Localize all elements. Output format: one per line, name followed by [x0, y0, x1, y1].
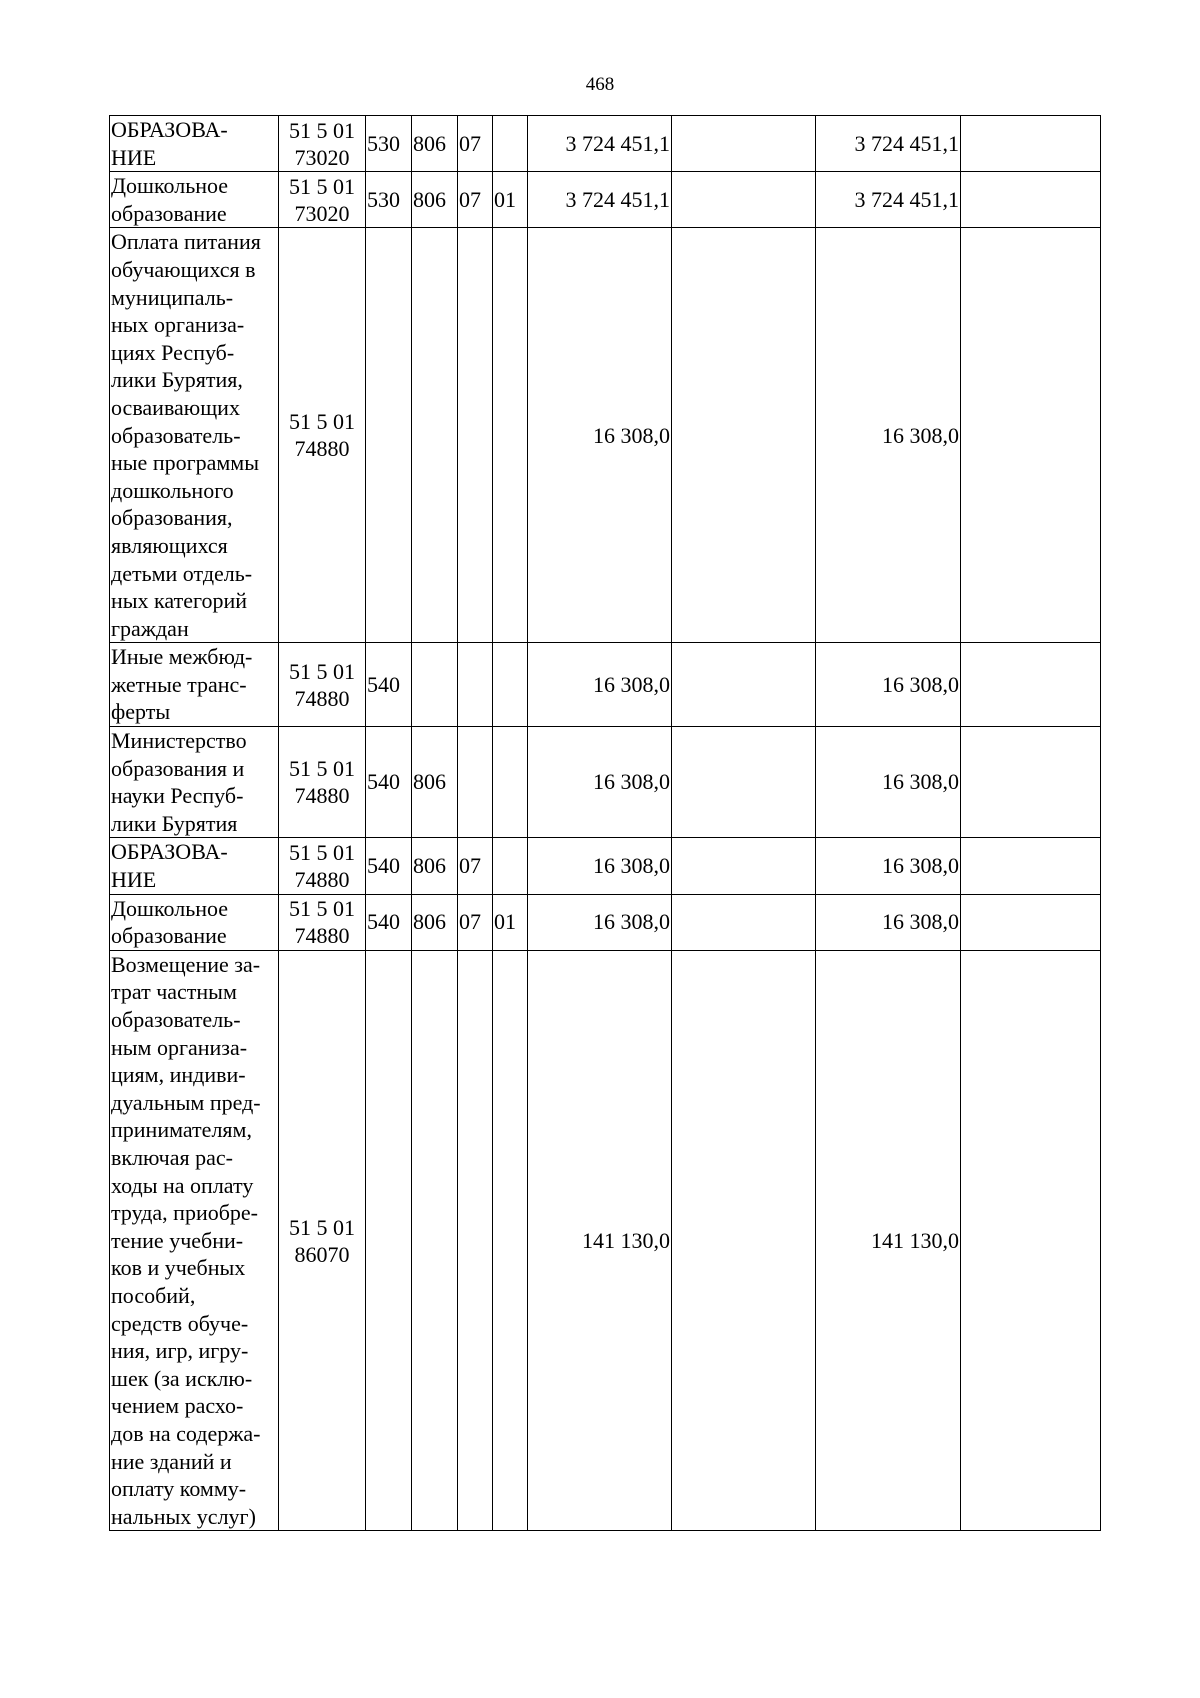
expense-type-cell: 530 — [366, 172, 412, 228]
row-name-line: ферты — [111, 699, 171, 725]
subsection-code-cell — [493, 727, 528, 838]
subsection-code-cell — [493, 643, 528, 727]
amount-cell-1: 141 130,0 — [528, 950, 672, 1530]
row-name-cell — [110, 894, 279, 950]
target-article-line: 74880 — [294, 923, 350, 949]
row-name-line: лики Бурятия — [111, 810, 238, 836]
amount-cell-3: 16 308,0 — [816, 838, 961, 894]
row-name-line: НИЕ — [111, 144, 157, 170]
row-name-cell — [110, 116, 279, 172]
target-article-cell — [279, 116, 366, 172]
row-name-line: Оплата питания — [111, 229, 261, 255]
section-code-cell — [458, 228, 493, 643]
amount-cell-1: 3 724 451,1 — [528, 172, 672, 228]
amount-cell-3: 16 308,0 — [816, 894, 961, 950]
row-name-line: Иные межбюд- — [111, 644, 253, 670]
table-row — [110, 643, 1101, 727]
row-name-line: ных категорий — [111, 588, 248, 614]
expense-type-cell: 530 — [366, 116, 412, 172]
row-name-cell — [110, 172, 279, 228]
table-row — [110, 838, 1101, 894]
table-row — [110, 228, 1101, 643]
amount-cell-1: 16 308,0 — [528, 643, 672, 727]
row-name-line: осваивающих — [111, 394, 240, 420]
target-article-line: 73020 — [294, 200, 350, 226]
row-name-line: шек (за исклю- — [111, 1365, 253, 1391]
target-article-line: 86070 — [294, 1241, 350, 1267]
row-name-line: ОБРАЗОВА- — [111, 839, 228, 865]
amount-cell-2 — [672, 228, 816, 643]
target-article-line: 51 5 01 — [289, 409, 355, 435]
row-name-line: ния, игр, игру- — [111, 1338, 249, 1364]
ministry-code-cell: 806 — [412, 172, 458, 228]
row-name-line: тение учебни- — [111, 1227, 244, 1253]
ministry-code-cell — [412, 643, 458, 727]
amount-cell-1: 3 724 451,1 — [528, 116, 672, 172]
row-name-line: граждан — [111, 615, 189, 641]
amount-cell-3: 3 724 451,1 — [816, 116, 961, 172]
target-article-line: 51 5 01 — [289, 658, 355, 684]
amount-cell-3: 16 308,0 — [816, 228, 961, 643]
amount-cell-4 — [961, 838, 1101, 894]
row-name-cell — [110, 838, 279, 894]
row-name-cell — [110, 950, 279, 1530]
amount-cell-4 — [961, 950, 1101, 1530]
row-name-line: ных организа- — [111, 312, 245, 338]
amount-cell-3: 3 724 451,1 — [816, 172, 961, 228]
target-article-cell — [279, 838, 366, 894]
expense-type-cell — [366, 950, 412, 1530]
row-name-line: образование — [111, 923, 227, 949]
row-name-line: ным организа- — [111, 1034, 248, 1060]
ministry-code-cell: 806 — [412, 116, 458, 172]
expense-type-cell: 540 — [366, 894, 412, 950]
amount-cell-2 — [672, 116, 816, 172]
target-article-line: 74880 — [294, 867, 350, 893]
target-article-line: 73020 — [294, 144, 350, 170]
amount-cell-4 — [961, 894, 1101, 950]
ministry-code-cell: 806 — [412, 838, 458, 894]
amount-cell-4 — [961, 228, 1101, 643]
target-article-line: 51 5 01 — [289, 896, 355, 922]
target-article-line: 74880 — [294, 783, 350, 809]
table-row — [110, 894, 1101, 950]
row-name-line: циям, индиви- — [111, 1062, 246, 1088]
row-name-line: ние зданий и — [111, 1448, 232, 1474]
row-name-line: детьми отдель- — [111, 560, 253, 586]
amount-cell-2 — [672, 950, 816, 1530]
row-name-line: образователь- — [111, 422, 241, 448]
row-name-line: принимателям, — [111, 1117, 252, 1143]
amount-cell-4 — [961, 727, 1101, 838]
row-name-line: образования и — [111, 755, 245, 781]
row-name-line: являющихся — [111, 532, 228, 558]
ministry-code-cell — [412, 228, 458, 643]
subsection-code-cell — [493, 838, 528, 894]
table-row — [110, 950, 1101, 1530]
amount-cell-2 — [672, 172, 816, 228]
section-code-cell: 07 — [458, 894, 493, 950]
row-name-line: оплату комму- — [111, 1476, 247, 1502]
section-code-cell — [458, 950, 493, 1530]
expense-type-cell: 540 — [366, 838, 412, 894]
subsection-code-cell: 01 — [493, 894, 528, 950]
row-name-line: обучающихся в — [111, 256, 256, 282]
row-name-line: образования, — [111, 505, 233, 531]
row-name-line: чением расхо- — [111, 1393, 244, 1419]
target-article-cell — [279, 643, 366, 727]
target-article-line: 51 5 01 — [289, 173, 355, 199]
row-name-line: жетные транс- — [111, 671, 247, 697]
table-row — [110, 116, 1101, 172]
table-row — [110, 727, 1101, 838]
subsection-code-cell — [493, 116, 528, 172]
amount-cell-4 — [961, 116, 1101, 172]
row-name-line: ОБРАЗОВА- — [111, 117, 228, 142]
expense-type-cell: 540 — [366, 727, 412, 838]
target-article-line: 74880 — [294, 685, 350, 711]
row-name-line: образование — [111, 200, 227, 226]
target-article-line: 51 5 01 — [289, 117, 355, 143]
row-name-line: образователь- — [111, 1007, 241, 1032]
target-article-cell — [279, 228, 366, 643]
amount-cell-2 — [672, 727, 816, 838]
row-name-line: включая рас- — [111, 1144, 233, 1170]
amount-cell-4 — [961, 172, 1101, 228]
table-row — [110, 172, 1101, 228]
target-article-cell — [279, 727, 366, 838]
target-article-line: 51 5 01 — [289, 756, 355, 782]
row-name-line: дошкольного — [111, 477, 234, 503]
page-number: 468 — [585, 74, 615, 95]
expense-type-cell: 540 — [366, 643, 412, 727]
amount-cell-3: 141 130,0 — [816, 950, 961, 1530]
target-article-line: 51 5 01 — [289, 840, 355, 866]
target-article-line: 51 5 01 — [289, 1214, 355, 1240]
row-name-line: Дошкольное — [111, 173, 229, 199]
row-name-line: Дошкольное — [111, 895, 229, 921]
target-article-cell — [279, 172, 366, 228]
amount-cell-2 — [672, 894, 816, 950]
target-article-cell — [279, 950, 366, 1530]
expense-type-cell — [366, 228, 412, 643]
row-name-line: НИЕ — [111, 867, 157, 893]
row-name-line: труда, приобре- — [111, 1200, 258, 1226]
subsection-code-cell: 01 — [493, 172, 528, 228]
row-name-cell — [110, 727, 279, 838]
amount-cell-2 — [672, 838, 816, 894]
amount-cell-1: 16 308,0 — [528, 894, 672, 950]
subsection-code-cell — [493, 950, 528, 1530]
row-name-cell — [110, 228, 279, 643]
row-name-line: лики Бурятия, — [111, 367, 243, 393]
amount-cell-3: 16 308,0 — [816, 727, 961, 838]
row-name-line: ходы на оплату — [111, 1172, 254, 1198]
target-article-line: 74880 — [294, 436, 350, 462]
row-name-line: средств обуче- — [111, 1310, 249, 1336]
section-code-cell: 07 — [458, 116, 493, 172]
amount-cell-2 — [672, 643, 816, 727]
budget-table — [109, 115, 1101, 1531]
section-code-cell: 07 — [458, 172, 493, 228]
subsection-code-cell — [493, 228, 528, 643]
row-name-line: ков и учебных — [111, 1255, 246, 1281]
amount-cell-4 — [961, 643, 1101, 727]
section-code-cell: 07 — [458, 838, 493, 894]
amount-cell-1: 16 308,0 — [528, 228, 672, 643]
amount-cell-1: 16 308,0 — [528, 727, 672, 838]
ministry-code-cell: 806 — [412, 894, 458, 950]
row-name-line: пособий, — [111, 1282, 196, 1308]
amount-cell-1: 16 308,0 — [528, 838, 672, 894]
row-name-line: Возмещение за- — [111, 951, 261, 977]
row-name-line: дов на содержа- — [111, 1420, 261, 1446]
section-code-cell — [458, 727, 493, 838]
row-name-line: циях Респуб- — [111, 339, 235, 365]
row-name-line: муниципаль- — [111, 284, 234, 310]
section-code-cell — [458, 643, 493, 727]
row-name-line: дуальным пред- — [111, 1089, 261, 1115]
row-name-line: нальных услуг) — [111, 1503, 256, 1529]
row-name-line: науки Респуб- — [111, 783, 244, 809]
row-name-line: Министерство — [111, 728, 247, 754]
row-name-line: трат частным — [111, 979, 237, 1005]
target-article-cell — [279, 894, 366, 950]
row-name-cell — [110, 643, 279, 727]
ministry-code-cell: 806 — [412, 727, 458, 838]
ministry-code-cell — [412, 950, 458, 1530]
amount-cell-3: 16 308,0 — [816, 643, 961, 727]
row-name-line: ные программы — [111, 450, 260, 476]
